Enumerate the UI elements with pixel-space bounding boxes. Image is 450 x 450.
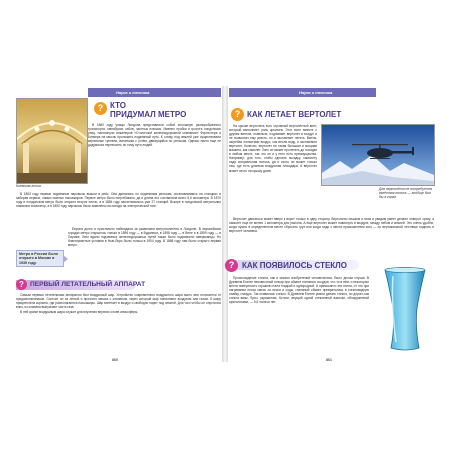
helicopter-photo	[321, 124, 435, 186]
book-spine	[222, 86, 228, 362]
helicopter-illustration	[322, 125, 434, 185]
question-icon: ?	[94, 102, 107, 115]
glass-vase-image	[379, 266, 431, 352]
helicopter-article-text-continued	[229, 217, 434, 257]
question-icon: ?	[231, 108, 244, 121]
aircraft-article-text	[16, 293, 221, 353]
metro-paragraph: В 1860 году улицы Лондона представляли собой сплошную разноробразного транспорта: омнибусов, кэбов, частных повозок. Именно пробки и грохота лондонских улиц, натолкнули инженеров «Столичной железнодорожной компании» Форгестера и Бинкера на мысль проложить подземный путь. К слову, под землей уже существовали кирпичные туннели, вагончики с углём, движущийся по рельсам. Однако никто еще не додумался перевозить по тому пути людей.	[88, 123, 221, 148]
aircraft-paragraph: Самым первым летательным аппаратом был воздушный шар. Устройство современного воздушного шара мало чем отличается от предшественников. Состоит он из легкой и прочного мешка с клапаном, через который шар наполняют воздухом или газом. К шару прикреплена корзина, где располагаются пассажиры. Шар взлетает в воздух и свободно парит под землей. Для того чтобы он опустился вниз, из клапана выпускают часть газа.	[16, 293, 221, 310]
left-header-label: Наука и техника	[116, 90, 150, 95]
metro-article-text	[88, 123, 221, 183]
metro-article-text-continued	[16, 192, 221, 226]
right-page	[229, 88, 434, 360]
metro-hall-illustration	[17, 99, 87, 183]
glass-paragraph: Происхождение стекла, как и многих изобретений человечества, было делом случая. В Древнем Египте неизвестный гончар при обжиге глиняных сосудов, что-то в нём, и некоторые места поверхность горшков стала гладкой и однородной. А прямоканто эти пятна, от что при нагревании песка смесь из песка и соды, глиняный обжиге превратилась в стекловидную спайку, глазурь. Так появилась стекло. В Древнем Египте умели делать стекло, но дорого как стекла вазы, бусы, украшения. Кстати, веущий одной стеклянной вазочки, обнаруженной археологами, — 5,5 тысячи лет.	[229, 276, 369, 305]
helicopter-paragraph: На крыше вертолета есть огромный вертолётный винт, который выполняет роль крыльев. Этот винт вместе с другим винтом, помельче, поднимает вертолет в воздух и не позволяет ему упасть, но и заставляет лететь. Винты, загребая лопастями воздух, как весла воду, и заставляют вертолет. Конечно, вертолет не такая большая и мощная машина, как самолет. Зато он может пролетать до посадки в любом месте, так что он и у него есть преимущества. Например, для того, чтобы сделать посадку, самолету надо специальная полоса, да и сесть он может только там, где есть длинная воздушная площадка. А вертолет может сесть на крышу дома.	[229, 124, 317, 173]
aircraft-title: ПЕРВЫЙ ЛЕТАТЕЛЬНЫЙ АППАРАТ	[30, 281, 146, 288]
helicopter-article-text	[229, 124, 317, 216]
helicopter-paragraph: Вертолет двигаться может вверх к ворот только в одну сторону. Вертолеты пешком и вниз и увидим умеет делают поворот сразу, а самолет еще не менее 1 километра для разгона. А еще вертолет может повиснуть в воздухе, между небом и землей. Это очень удобно, когда нужно в определенном месте сбросить груз или когда надо с места происшествия кого — по вертикальной лестнице поднять в вертолет человека.	[229, 217, 434, 234]
question-icon: ?	[225, 259, 238, 272]
metro-station-photo	[16, 98, 88, 184]
helicopter-title: КАК ЛЕТАЕТ ВЕРТОЛЕТ	[247, 110, 342, 119]
metro-title-line1: КТО	[110, 101, 126, 110]
glass-title: КАК ПОЯВИЛОСЬ СТЕКЛО	[242, 261, 348, 270]
page-number: 861	[326, 358, 332, 362]
left-header-bar	[88, 88, 221, 97]
metro-russia-callout: Метро в России было открыто в Москве в 1935 году.	[16, 250, 64, 267]
helicopter-photo-caption: Для вертолёта не потребуется взлётная полоса — вообще был бы в горах.	[379, 187, 433, 200]
page-number: 860	[112, 358, 118, 362]
metro-title-line2: ПРИДУМАЛ МЕТРО	[110, 110, 187, 119]
metro-paragraph: В 1863 году первые подземные паровозы вышли в рейс. Они двигались по подземным рельсам, останавливаясь на станциях и забирая первых, самых смелых пассажиров. Первое метро было потребовано, да и длина его составляла всего 5,6 километра. В 1870 году в лондонском метро было открыто второе плечо, а в 1884 году насчитывалось уже 27 станций. Вскоре в лондонской метрополии появился эскалатор, а в 1890 году паровозы были заменены на поезда на электрической тяге.	[16, 192, 221, 209]
metro-paragraph: Европа долго и пристально наблюдала за развитием метрополитена в Лондоне. В европейских городах метро открылось только в 1896 году — в Будапешт, в 1898 году — в Вене и в 1899 году — в Париже. Зато вдали подземных железнодорожных путей также было подхвачено американцы. Но благоприятные условия в Нью-Йорк были только в 1904 году. В 1868 году там было открыто первая метро.	[68, 227, 221, 248]
question-icon: ?	[16, 279, 27, 290]
glass-article-text	[229, 276, 369, 354]
vase-illustration	[379, 266, 431, 352]
aircraft-paragraph: В ней кроме воздушным шара служит для изучения верхних слоев атмосферы.	[20, 309, 139, 314]
right-header-label: Наука и техника	[299, 90, 333, 95]
metro-article-text-end	[68, 227, 221, 275]
left-page	[16, 88, 221, 360]
metro-photo-caption: Киевская линия.	[16, 184, 42, 188]
